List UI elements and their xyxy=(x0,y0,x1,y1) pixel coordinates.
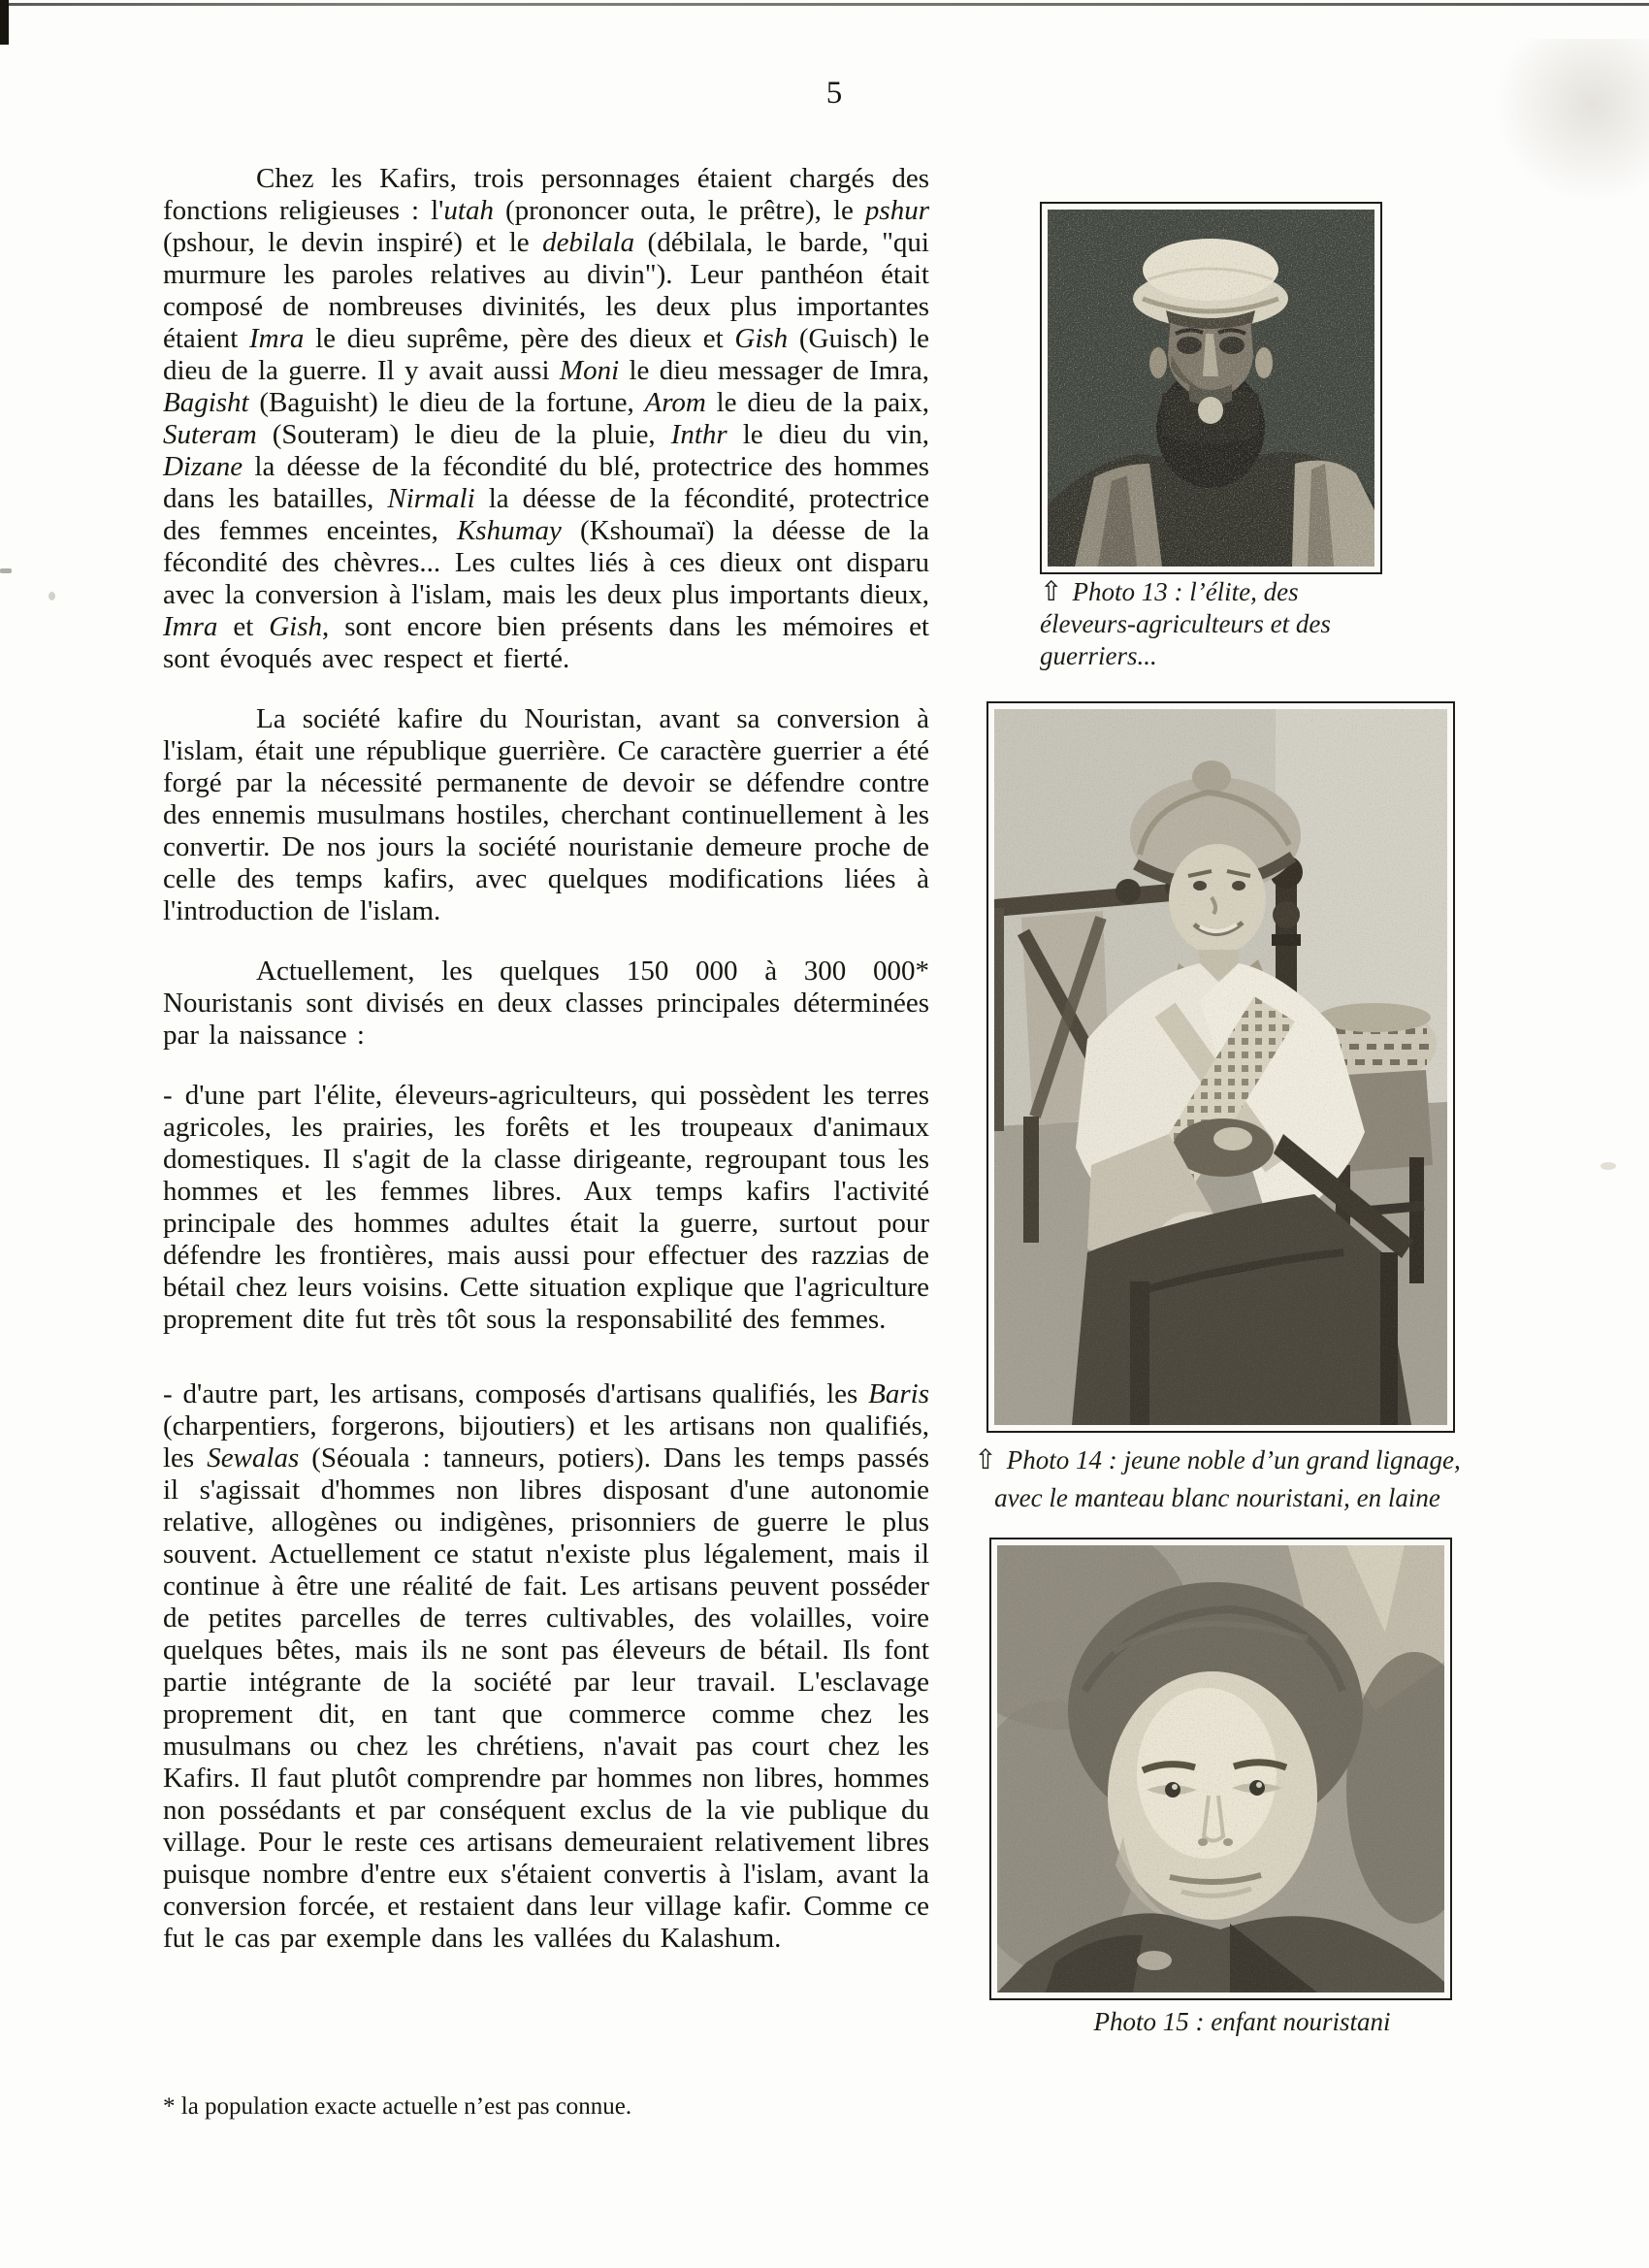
figure-photo-14 xyxy=(986,701,1455,1433)
photo-15-caption: Photo 15 : enfant nouristani xyxy=(1093,2007,1391,2036)
scan-artifact-speck xyxy=(48,592,55,600)
footnote: * la population exacte actuelle n’est pas connue. xyxy=(163,2093,632,2120)
photo-14-caption-text: Photo 14 : jeune noble d’un grand lignage, xyxy=(1006,1445,1461,1474)
scan-artifact-speck xyxy=(1600,1162,1616,1170)
scan-artifact-dash xyxy=(0,568,12,573)
scan-artifact-topline xyxy=(0,3,1649,6)
up-arrow-icon: ⇧ xyxy=(974,1445,997,1475)
photo-15-child-portrait xyxy=(997,1545,1444,1993)
photo-13-caption xyxy=(1040,576,1393,672)
body-paragraph: - d'une part l'élite, éleveurs-agriculteurs, qui possèdent les terres agricoles, les prairies, les forêts et les troupeaux d'animaux domestiques. Il s'agit de la classe dirigeante, regroupant tous les hommes et les femmes libres. Aux temps kafirs l'activité principale des hommes adultes était la guerre, surtout pour défendre les frontières, mais aussi pour effectuer des razzias de bétail chez leurs voisins. Cette situation explique que l'agriculture proprement dite fut très tôt sous la responsabilité des femmes. xyxy=(163,1080,929,1335)
body-paragraph: Actuellement, les quelques 150 000 à 300 000* Nouristanis sont divisés en deux classes principales déterminées par la naissance : xyxy=(163,956,929,1051)
photo-14-caption xyxy=(970,1442,1465,1517)
body-paragraph: La société kafire du Nouristan, avant sa conversion à l'islam, était une république guerrière. Ce caractère guerrier a été forgé par la nécessité permanente de devoir se défendre contre des ennemis musulmans hostiles, cherchant continuellement à les convertir. De nos jours la société nouristanie demeure proche de celle des temps kafirs, avec quelques modifications liées à l'introduction de l'islam. xyxy=(163,703,929,926)
up-arrow-icon: ⇧ xyxy=(1040,577,1063,607)
photo-14-caption-line2: avec le manteau blanc nouristani, en laine xyxy=(994,1483,1440,1512)
scan-artifact-corner xyxy=(0,0,9,45)
figure-photo-13 xyxy=(1040,202,1382,574)
page-number: 5 xyxy=(825,76,843,111)
scan-artifact-shadow xyxy=(1494,39,1649,204)
photo-13-elder-portrait xyxy=(1048,210,1374,567)
photo-13-caption-text: Photo 13 : l’élite, des éleveurs-agriculteurs et des guerriers... xyxy=(1040,577,1331,670)
article-text xyxy=(163,163,929,1955)
photo-14-caption-line1 xyxy=(970,1442,1465,1479)
body-paragraph: Chez les Kafirs, trois personnages étaient chargés des fonctions religieuses : l'utah (prononcer outa, le prêtre), le pshur (pshour, le devin inspiré) et le debilala (débilala, le barde, "qui murmure les paroles relatives au divin"). Leur panthéon était composé de nombreuses divinités, les deux plus importantes étaient Imra le dieu suprême, père des dieux et Gish (Guisch) le dieu de la guerre. Il y avait aussi Moni le dieu messager de Imra, Bagisht (Baguisht) le dieu de la fortune, Arom le dieu de la paix, Suteram (Souteram) le dieu de la pluie, Inthr le dieu du vin, Dizane la déesse de la fécondité du blé, protectrice des hommes dans les batailles, Nirmali la déesse de la fécondité, protectrice des femmes enceintes, Kshumay (Kshoumaï) la déesse de la fécondité des chèvres... Les cultes liés à ces dieux ont disparu avec la conversion à l'islam, mais les deux plus importants dieux, Imra et Gish, sont encore bien présents dans les mémoires et sont évoqués avec respect et fierté. xyxy=(163,163,930,674)
photo-14-young-noble xyxy=(994,709,1447,1425)
figure-photo-15 xyxy=(989,1538,1452,2000)
body-paragraph: - d'autre part, les artisans, composés d'artisans qualifiés, les Baris (charpentiers, forgerons, bijoutiers) et les artisans non qualifiés, les Sewalas (Séouala : tanneurs, potiers). Dans les temps passés il s'agissait d'hommes non libres disposant d'une autonomie relative, allogènes ou indigènes, prisonniers de guerre le plus souvent. Actuellement ce statut n'existe plus légalement, mais il continue à être une réalité de fait. Les artisans peuvent posséder de petites parcelles de terres cultivables, des volailles, voire quelques bêtes, mais ils ne sont pas éleveurs de bétail. Ils font partie intégrante de la société par leur travail. L'esclavage proprement dit, en tant que commerce comme chez les musulmans ou chez les chrétiens, n'avait pas court chez les Kafirs. Il faut plutôt comprendre par hommes non libres, hommes non possédants et par conséquent exclus de la vie publique du village. Pour le reste ces artisans demeuraient relativement libres puisque nombre d'entre eux s'étaient convertis à l'islam, avant la conversion forcée, et restaient dans leur village kafir. Comme ce fut le cas par exemple dans les vallées du Kalashum. xyxy=(163,1378,930,1954)
